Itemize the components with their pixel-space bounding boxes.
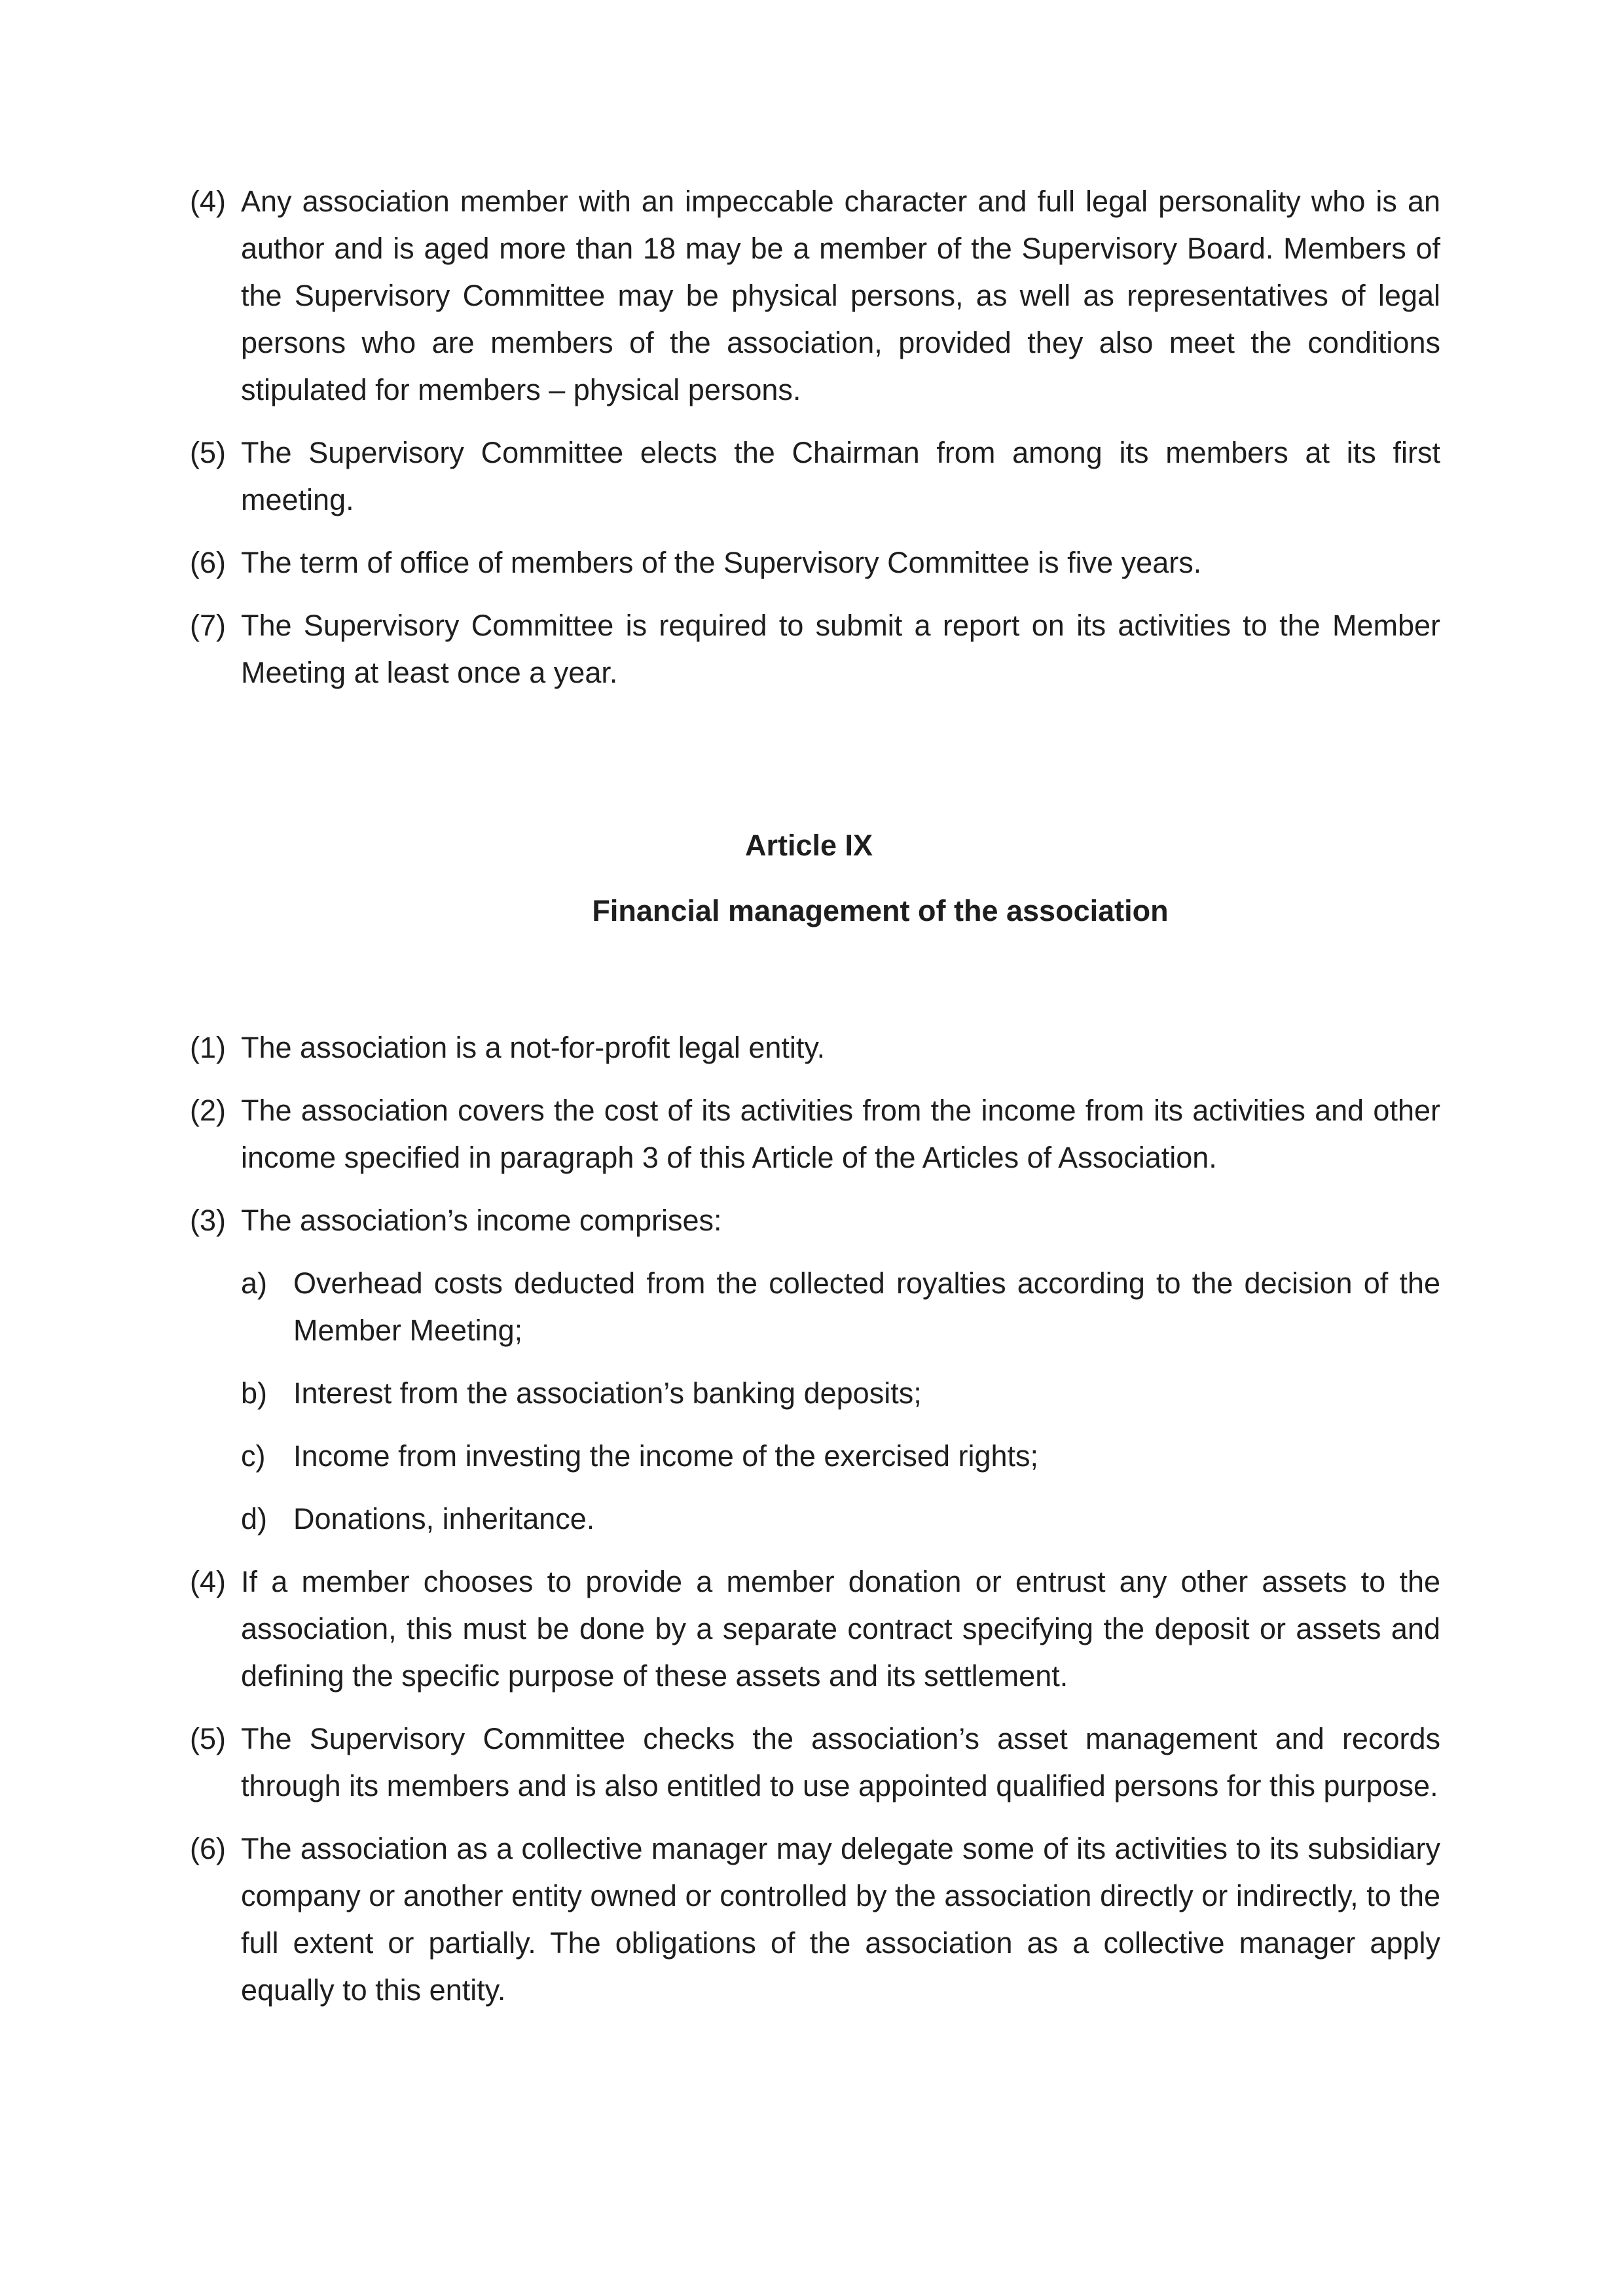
item-letter: d) — [241, 1502, 268, 1535]
clause-6 — [190, 539, 1440, 586]
article-subtitle — [0, 891, 1623, 931]
clause-text: The association covers the cost of its activities from the income from its activities and other income specified in paragraph 3 of this Article of the Articles of Association. — [241, 1094, 1440, 1174]
clause-text: The Supervisory Committee checks the association’s asset management and records through its members and is also entitled to use appointed qualified persons for this purpose. — [241, 1722, 1440, 1803]
clause-text: The Supervisory Committee is required to submit a report on its activities to the Member Meeting at least once a year. — [241, 609, 1440, 689]
clause-1 — [190, 1024, 1440, 1071]
clause-5 — [190, 1715, 1440, 1810]
clause-number: (1) — [190, 1031, 226, 1064]
clause-number: (4) — [190, 185, 226, 218]
clause-number: (7) — [190, 609, 226, 642]
item-text: Income from investing the income of the exercised rights; — [293, 1439, 1039, 1473]
clause-number: (4) — [190, 1565, 226, 1598]
article-title — [0, 826, 1623, 865]
item-letter: a) — [241, 1266, 268, 1300]
item-letter: b) — [241, 1376, 268, 1410]
clause-text: The association’s income comprises: — [241, 1204, 722, 1237]
clause-text: The Supervisory Committee elects the Chairman from among its members at its first meeting. — [241, 436, 1440, 516]
item-text: Overhead costs deducted from the collected royalties according to the decision of the Member Meeting; — [293, 1266, 1440, 1347]
clause-4 — [190, 1558, 1440, 1700]
clause-text: The association as a collective manager may delegate some of its activities to its subsidiary company or another entity owned or controlled by the association directly or indirectly, to the full extent or partially. The obligations of the association as a collective manager apply equally to this entity. — [241, 1832, 1440, 2007]
clause-text: Any association member with an impeccable character and full legal personality who is an author and is aged more than 18 may be a member of the Supervisory Board. Members of the Supervisory Committee may be physical persons, as well as representatives of legal persons who are members of the association, provided they also meet the conditions stipulated for members – physical persons. — [241, 185, 1440, 406]
income-item-d — [190, 1496, 1440, 1543]
clause-text: The term of office of members of the Supervisory Committee is five years. — [241, 546, 1202, 579]
article-subtitle-text: Financial management of the association — [592, 894, 1169, 927]
supervisory-committee-clauses — [190, 178, 1440, 712]
article-title-text: Article IX — [744, 829, 873, 862]
item-text: Interest from the association’s banking deposits; — [293, 1376, 922, 1410]
clause-5 — [190, 429, 1440, 524]
financial-management-clauses — [190, 1024, 1440, 2030]
item-text: Donations, inheritance. — [293, 1502, 595, 1535]
clause-2 — [190, 1087, 1440, 1181]
clause-number: (2) — [190, 1094, 226, 1127]
income-item-c — [190, 1433, 1440, 1480]
clause-text: The association is a not-for-profit legal entity. — [241, 1031, 826, 1064]
clause-number: (5) — [190, 1722, 226, 1755]
clause-number: (5) — [190, 436, 226, 469]
clause-4 — [190, 178, 1440, 414]
clause-6 — [190, 1825, 1440, 2014]
income-item-a — [190, 1260, 1440, 1354]
clause-7 — [190, 602, 1440, 696]
clause-number: (6) — [190, 1832, 226, 1865]
clause-3 — [190, 1197, 1440, 1244]
clause-text: If a member chooses to provide a member donation or entrust any other assets to the association, this must be done by a separate contract specifying the deposit or assets and defining the specific purpose of these assets and its settlement. — [241, 1565, 1440, 1693]
clause-number: (3) — [190, 1204, 226, 1237]
item-letter: c) — [241, 1439, 266, 1473]
clause-number: (6) — [190, 546, 226, 579]
income-item-b — [190, 1370, 1440, 1417]
